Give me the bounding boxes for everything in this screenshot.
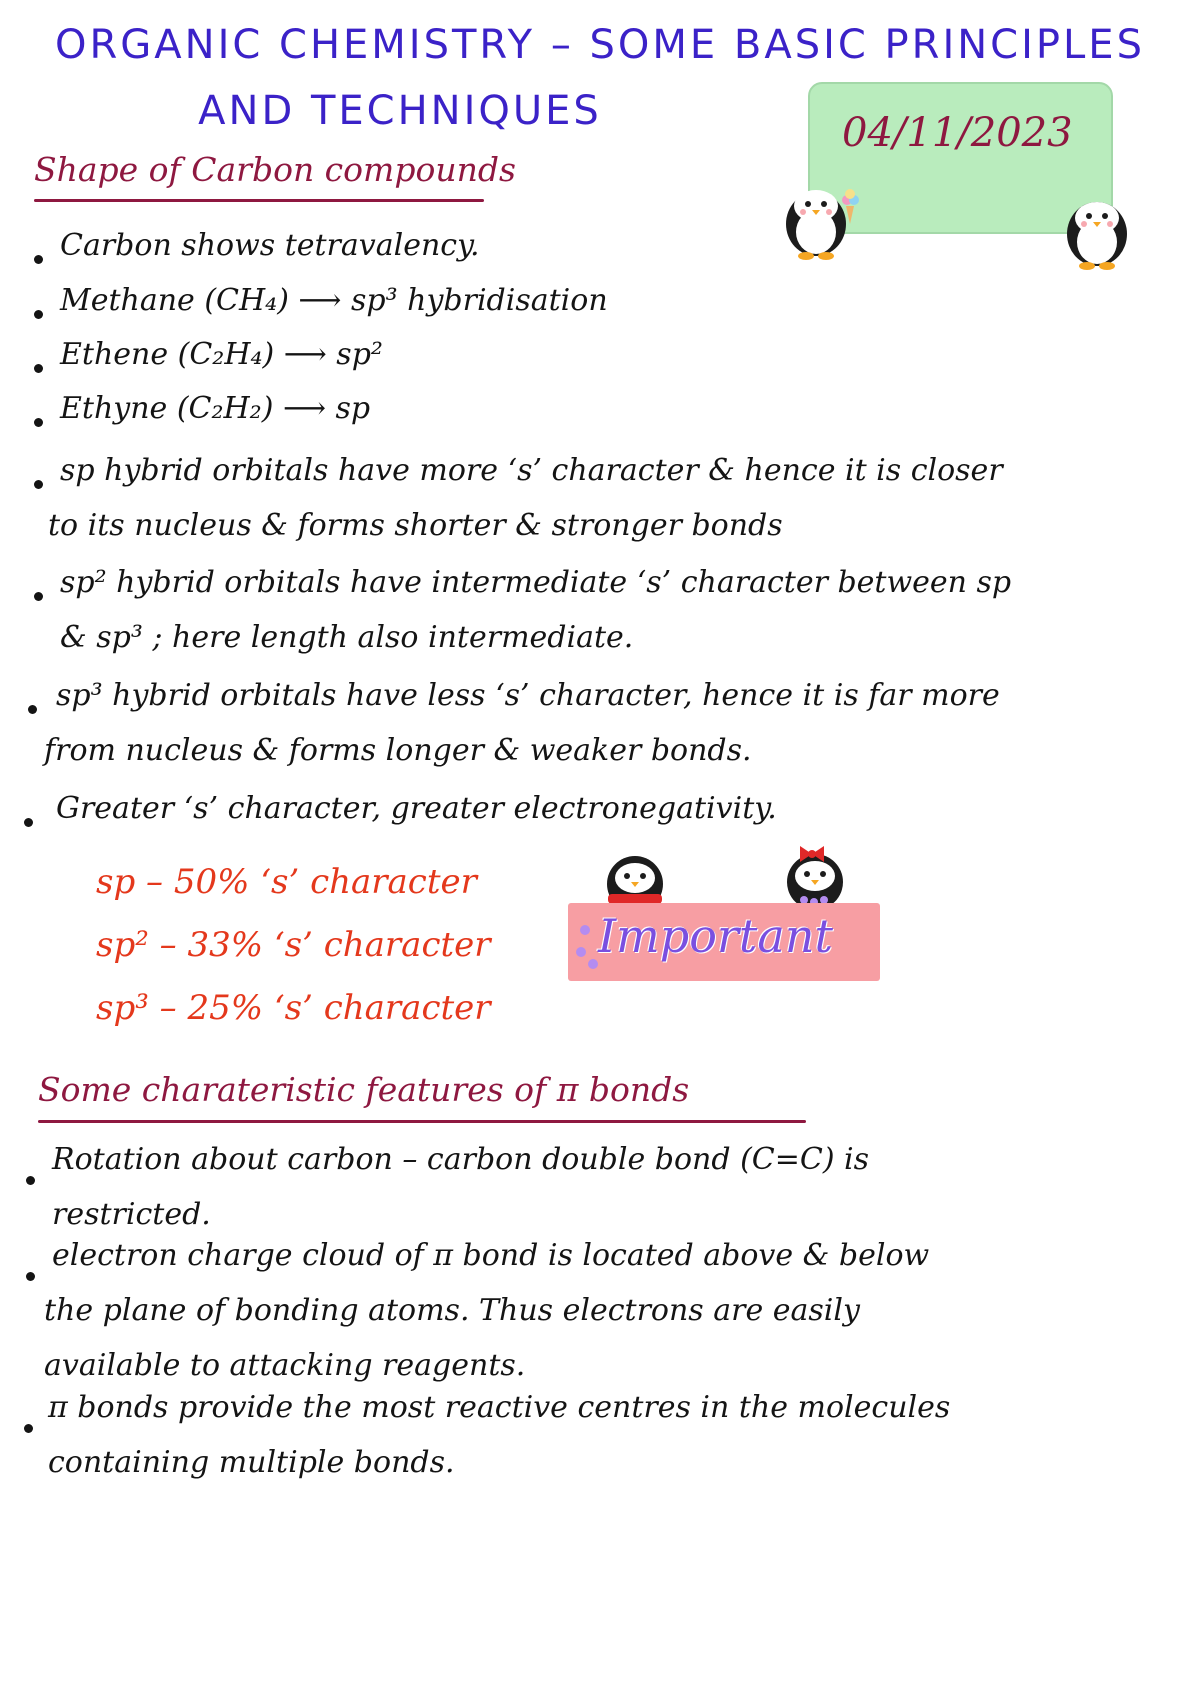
bullet xyxy=(24,1424,33,1433)
note-line: Ethene (C₂H₄) ⟶ sp² xyxy=(60,337,383,372)
penguin-with-icecream-icon xyxy=(776,176,862,264)
sparkle-icon xyxy=(576,947,586,957)
important-sticker xyxy=(568,903,880,981)
note-line: sp² hybrid orbitals have intermediate ‘s’ character between sp xyxy=(60,565,1012,600)
note-line: restricted. xyxy=(52,1197,211,1232)
bullet xyxy=(34,418,43,427)
note-line: from nucleus & forms longer & weaker bonds. xyxy=(44,733,752,768)
bullet xyxy=(34,364,43,373)
bullet xyxy=(26,1176,35,1185)
bullet xyxy=(28,705,37,714)
bullet xyxy=(24,818,33,827)
heading-underline xyxy=(34,199,484,202)
note-line: Ethyne (C₂H₂) ⟶ sp xyxy=(60,391,371,426)
bullet xyxy=(34,480,43,489)
percent-line: sp – 50% ‘s’ character xyxy=(96,862,477,902)
section-heading-pi-bonds: Some charateristic features of π bonds xyxy=(38,1070,690,1109)
bullet xyxy=(34,255,43,264)
important-label: Important xyxy=(598,909,833,963)
note-line: π bonds provide the most reactive centres in the molecules xyxy=(48,1390,951,1425)
penguin-scarf-icon xyxy=(600,850,670,910)
note-line: Carbon shows tetravalency. xyxy=(60,228,480,263)
note-line: containing multiple bonds. xyxy=(48,1445,455,1480)
section-heading-shape: Shape of Carbon compounds xyxy=(34,150,516,189)
page-title-line-1: ORGANIC CHEMISTRY – SOME BASIC PRINCIPLES xyxy=(55,22,1145,68)
bullet xyxy=(26,1272,35,1281)
bullet xyxy=(34,310,43,319)
note-line: available to attacking reagents. xyxy=(44,1348,526,1383)
percent-line: sp³ – 25% ‘s’ character xyxy=(96,988,491,1028)
note-line: Greater ‘s’ character, greater electronegativity. xyxy=(56,791,777,826)
note-line: sp hybrid orbitals have more ‘s’ character & hence it is closer xyxy=(60,453,1003,488)
page-title-line-2: AND TECHNIQUES xyxy=(198,88,602,134)
heading-underline xyxy=(38,1120,806,1123)
percent-line: sp² – 33% ‘s’ character xyxy=(96,925,491,965)
note-line: to its nucleus & forms shorter & stronger bonds xyxy=(48,508,783,543)
note-line: & sp³ ; here length also intermediate. xyxy=(60,620,634,655)
note-line: the plane of bonding atoms. Thus electrons are easily xyxy=(44,1293,860,1328)
sparkle-icon xyxy=(588,959,598,969)
sparkle-icon xyxy=(580,925,590,935)
note-line: Rotation about carbon – carbon double bond (C=C) is xyxy=(52,1142,870,1177)
note-line: electron charge cloud of π bond is located above & below xyxy=(52,1238,930,1273)
penguin-icon xyxy=(1058,188,1136,274)
note-line: Methane (CH₄) ⟶ sp³ hybridisation xyxy=(60,283,608,318)
date-text: 04/11/2023 xyxy=(842,110,1073,156)
note-line: sp³ hybrid orbitals have less ‘s’ character, hence it is far more xyxy=(56,678,1000,713)
bullet xyxy=(34,592,43,601)
penguin-bow-icon xyxy=(780,842,850,910)
